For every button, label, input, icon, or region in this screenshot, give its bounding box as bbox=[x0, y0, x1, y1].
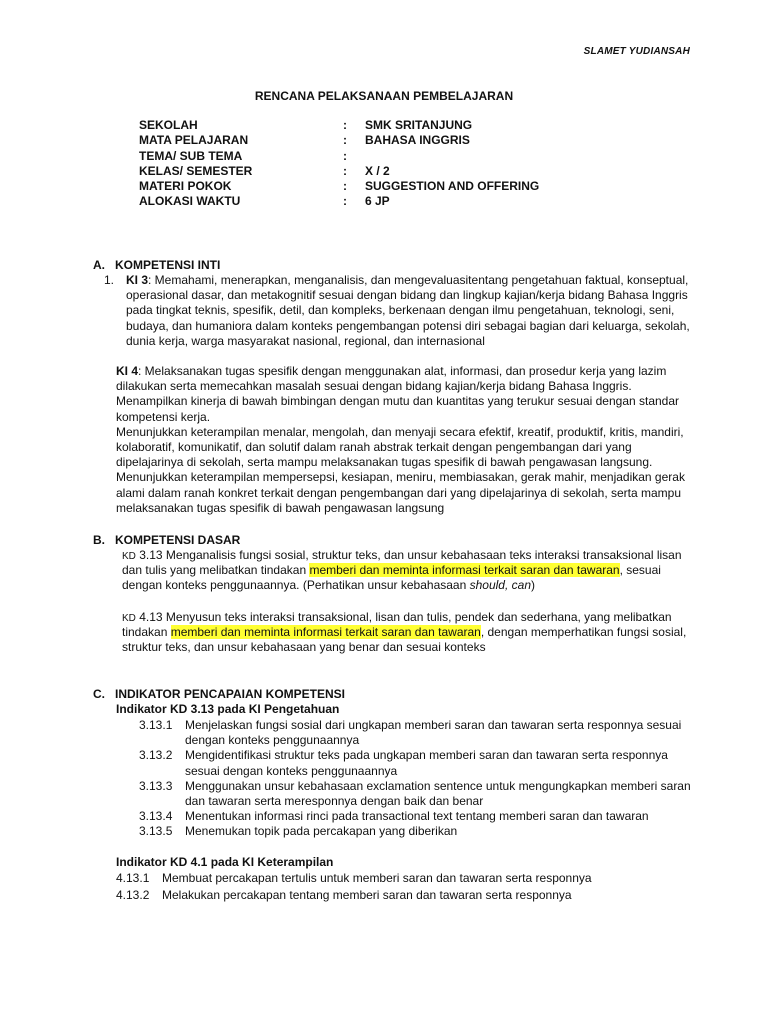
identity-table bbox=[139, 118, 539, 210]
identity-colon: : bbox=[343, 133, 347, 148]
indicator-list-kd313 bbox=[139, 718, 691, 840]
highlighted-text: memberi dan meminta informasi terkait saran dan tawaran bbox=[309, 563, 620, 578]
ki4-line: kompetensi kerja. bbox=[116, 409, 211, 424]
section-a-heading bbox=[93, 258, 220, 273]
identity-label: MATA PELAJARAN bbox=[139, 133, 249, 148]
kd313-line: , sesuai bbox=[619, 563, 661, 578]
kd313-line: dengan konteks penggunaannya. (Perhatikan unsur kebahasaan bbox=[122, 578, 470, 593]
indicator-number: 3.13.2 bbox=[139, 748, 173, 763]
section-b-heading bbox=[93, 533, 240, 548]
identity-label: MATERI POKOK bbox=[139, 179, 232, 194]
indicator-number: 3.13.5 bbox=[139, 824, 173, 839]
ki3-line: : Memahami, menerapkan, menganalisis, dan mengevaluasitentang pengetahuan faktual, konseptual, bbox=[148, 273, 689, 287]
indicator-line: sesuai dengan konteks penggunaannya bbox=[185, 763, 398, 778]
indicator-item bbox=[139, 748, 691, 778]
indicator-line: Mengidentifikasi struktur teks pada ungkapan memberi saran dan tawaran serta responnya bbox=[185, 748, 668, 763]
indicator-item bbox=[139, 809, 691, 824]
ki4-label: KI 4 bbox=[116, 364, 139, 378]
identity-value: 6 JP bbox=[365, 194, 390, 209]
kd413-line: struktur teks, dan unsur kebahasaan yang benar dan sesuai konteks bbox=[122, 640, 486, 655]
section-title: KOMPETENSI INTI bbox=[115, 258, 221, 272]
kd-prefix: KD bbox=[122, 551, 136, 562]
ki3-line: operasional dasar, dan metakognitif sesuai dengan bidang dan lingkup kajian/kerja bidang Bahasa Inggris bbox=[126, 288, 688, 303]
kd413-line: , dengan memperhatikan fungsi sosial, bbox=[480, 625, 687, 640]
indicator-number: 3.13.3 bbox=[139, 778, 173, 793]
identity-label: KELAS/ SEMESTER bbox=[139, 163, 253, 178]
ki4-line: Menampilkan kinerja di bawah bimbingan dengan mutu dan kuantitas yang terukur sesuai dengan standar bbox=[116, 394, 680, 409]
kd413-line: tindakan bbox=[122, 625, 171, 640]
indicator-line: Menentukan informasi rinci pada transactional text tentang memberi saran dan tawaran bbox=[185, 809, 649, 824]
section-letter: C. bbox=[93, 687, 105, 701]
indicator-text: Membuat percakapan tertulis untuk memberi saran dan tawaran serta responnya bbox=[162, 871, 592, 885]
indicator-number: 3.13.1 bbox=[139, 718, 173, 732]
kd313-line: 3.13 Menganalisis fungsi sosial, struktur teks, dan unsur kebahasaan teks interaksi transaksional lisan bbox=[135, 548, 682, 562]
kd413-paragraph bbox=[122, 610, 686, 656]
ki3-line: budaya, dan humaniora dalam konteks pengembangan potensi diri sebagai bagian dari keluarga, sekolah, bbox=[126, 318, 690, 333]
indicator-text bbox=[185, 718, 681, 748]
identity-row bbox=[139, 179, 539, 194]
section-title: KOMPETENSI DASAR bbox=[115, 533, 241, 547]
ki4-line: kolaboratif, komunikatif, dan solutif dalam ranah abstrak terkait dengan pengembangan dari yang bbox=[116, 439, 632, 454]
indicator-text: Melakukan percakapan tentang memberi saran dan tawaran serta responnya bbox=[162, 888, 572, 902]
indicator-item bbox=[116, 871, 592, 888]
document-title: RENCANA PELAKSANAAN PEMBELAJARAN bbox=[254, 89, 514, 103]
indicator-text bbox=[185, 809, 649, 824]
indicator-text bbox=[185, 748, 668, 778]
identity-colon: : bbox=[343, 163, 347, 178]
indicator-text bbox=[185, 824, 457, 839]
kd313-emphasis: should, can bbox=[469, 578, 531, 593]
ki4-line: Menunjukkan keterampilan mempersepsi, kesiapan, meniru, membiasakan, gerak mahir, menjadikan gerak bbox=[116, 470, 685, 485]
indicator-line: Menemukan topik pada percakapan yang diberikan bbox=[185, 824, 458, 839]
indicator-number: 4.13.2 bbox=[116, 888, 150, 902]
identity-row bbox=[139, 149, 539, 164]
section-letter: B. bbox=[93, 533, 105, 547]
section-letter: A. bbox=[93, 258, 105, 272]
identity-colon: : bbox=[343, 118, 347, 132]
ki4-line: dipelajarinya di sekolah, serta mampu melaksanakan tugas spesifik di bawah pengawasan langsung. bbox=[116, 455, 653, 470]
identity-value: SUGGESTION AND OFFERING bbox=[365, 179, 540, 194]
author-header: SLAMET YUDIANSAH bbox=[583, 46, 690, 57]
indicator-item bbox=[139, 824, 691, 839]
indicator-list-kd413 bbox=[116, 871, 592, 905]
kd313-line: dan tulis yang melibatkan tindakan bbox=[122, 563, 310, 578]
identity-value: SMK SRITANJUNG bbox=[365, 118, 473, 132]
identity-label: SEKOLAH bbox=[139, 118, 198, 132]
ki4-paragraph bbox=[116, 364, 685, 516]
kd313-paragraph bbox=[122, 548, 682, 594]
indicator-item bbox=[116, 888, 592, 905]
identity-row bbox=[139, 118, 539, 133]
indicator-line: dengan konteks penggunaannya bbox=[185, 733, 360, 748]
identity-label: TEMA/ SUB TEMA bbox=[139, 148, 243, 163]
ki3-paragraph bbox=[126, 273, 690, 349]
ki3-line: dunia kerja, warga masyarakat nasional, regional, dan internasional bbox=[126, 333, 485, 348]
indicator-number: 3.13.4 bbox=[139, 809, 173, 824]
section-c-heading bbox=[93, 687, 345, 702]
indicator-text bbox=[185, 779, 691, 809]
indicator-subheading: Indikator KD 4.1 pada KI Keterampilan bbox=[116, 855, 334, 869]
kd313-line: ) bbox=[531, 578, 535, 593]
indicator-number: 4.13.1 bbox=[116, 871, 150, 885]
ki4-line: melaksanakan tugas spesifik di bawah pengawasan langsung bbox=[116, 500, 445, 515]
indicator-line: Menggunakan unsur kebahasaan exclamation sentence untuk mengungkapkan memberi saran bbox=[185, 778, 691, 793]
identity-value: BAHASA INGGRIS bbox=[365, 133, 470, 148]
identity-colon: : bbox=[343, 194, 347, 209]
identity-row bbox=[139, 133, 539, 148]
ki3-number: 1. bbox=[104, 273, 115, 287]
indicator-item bbox=[139, 779, 691, 809]
highlighted-text: memberi dan meminta informasi terkait saran dan tawaran bbox=[170, 625, 481, 640]
indicator-line: dan tawaran serta meresponnya dengan baik dan benar bbox=[185, 793, 484, 808]
kd413-line: 4.13 Menyusun teks interaksi transaksional, lisan dan tulis, pendek dan sederhana, yang melibatkan bbox=[135, 610, 672, 624]
section-title: INDIKATOR PENCAPAIAN KOMPETENSI bbox=[115, 687, 346, 701]
ki4-line: Menunjukkan keterampilan menalar, mengolah, dan menyaji secara efektif, kreatif, produktif, kritis, mandiri, bbox=[116, 424, 684, 439]
ki4-line: : Melaksanakan tugas spesifik dengan menggunakan alat, informasi, dan prosedur kerja yang lazim bbox=[138, 364, 667, 378]
identity-row bbox=[139, 164, 539, 179]
indicator-subheading: Indikator KD 3.13 pada KI Pengetahuan bbox=[116, 702, 340, 716]
ki4-line: dilakukan serta memecahkan masalah sesuai dengan bidang kajian/kerja bidang Bahasa Inggris. bbox=[116, 379, 632, 394]
identity-row bbox=[139, 194, 539, 209]
identity-value: X / 2 bbox=[365, 163, 390, 178]
indicator-line: Menjelaskan fungsi sosial dari ungkapan memberi saran dan tawaran serta responnya sesuai bbox=[185, 718, 682, 732]
kd-prefix: KD bbox=[122, 613, 136, 624]
identity-label: ALOKASI WAKTU bbox=[139, 194, 241, 209]
identity-colon: : bbox=[343, 179, 347, 194]
ki4-line: alami dalam ranah konkret terkait dengan pengembangan dari yang dipelajarinya di sekolah, serta mampu bbox=[116, 485, 682, 500]
ki3-label: KI 3 bbox=[126, 273, 149, 287]
identity-colon: : bbox=[343, 148, 347, 163]
ki3-line: pada tingkat teknis, spesifik, detil, dan kompleks, berkenaan dengan ilmu pengetahuan, teknologi, seni, bbox=[126, 303, 675, 318]
indicator-item bbox=[139, 718, 691, 748]
